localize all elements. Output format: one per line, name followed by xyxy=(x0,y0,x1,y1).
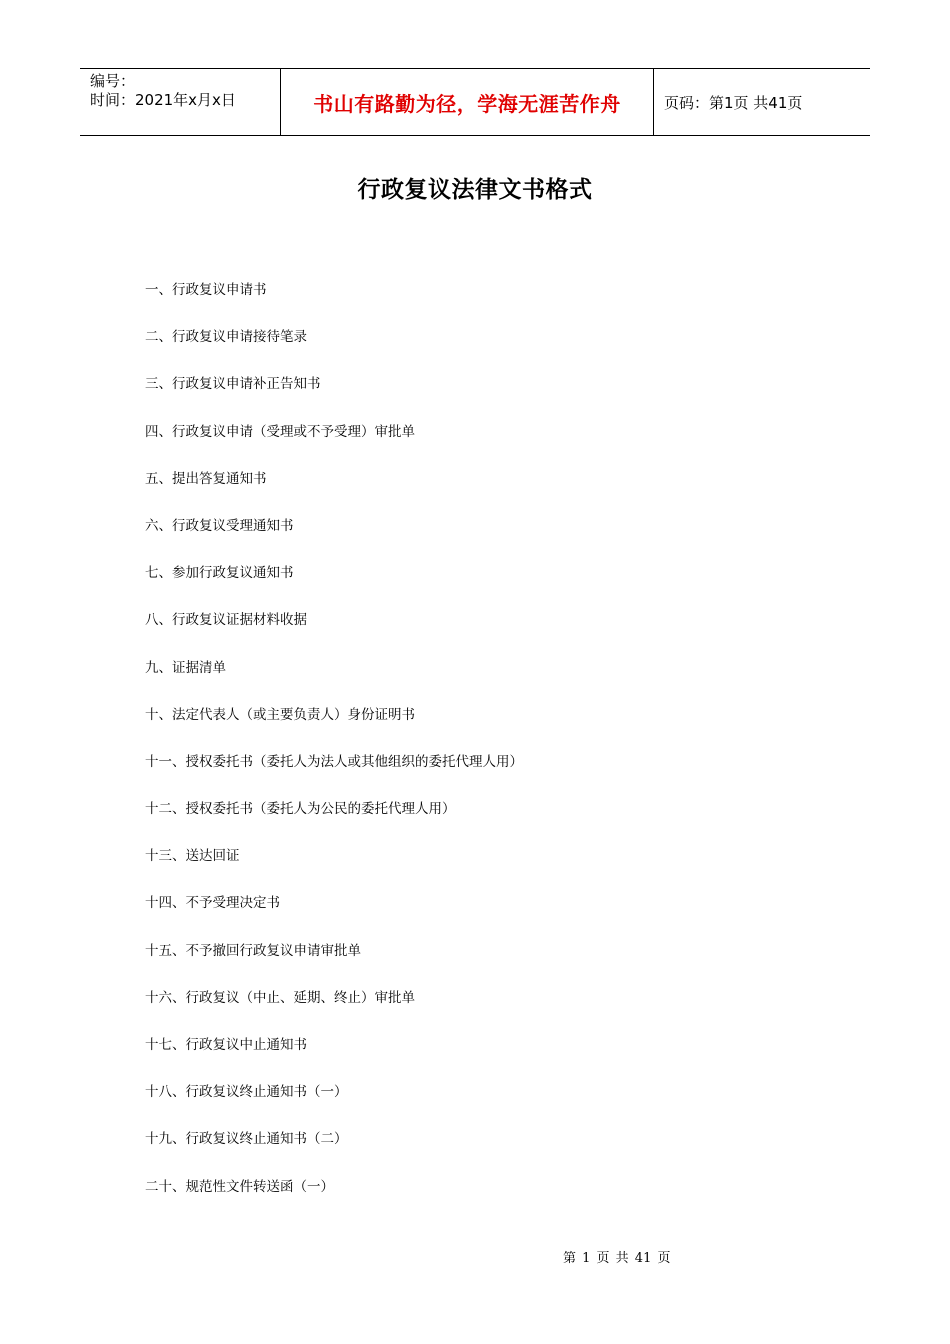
header-motto-cell xyxy=(281,69,654,135)
toc-item: 十六、行政复议（中止、延期、终止）审批单 xyxy=(145,989,415,1006)
toc-item: 十二、授权委托书（委托人为公民的委托代理人用） xyxy=(145,801,456,818)
toc-item: 十五、不予撤回行政复议申请审批单 xyxy=(145,942,361,959)
document-time-label: 时间：2021年x月x日 xyxy=(90,91,236,109)
toc-item: 三、行政复议申请补正告知书 xyxy=(145,376,321,393)
table-of-contents xyxy=(145,280,523,1224)
toc-item: 五、提出答复通知书 xyxy=(145,470,267,487)
toc-item: 十四、不予受理决定书 xyxy=(145,895,280,912)
document-title: 行政复议法律文书格式 xyxy=(357,177,593,203)
document-number-label: 编号： xyxy=(90,72,136,90)
toc-item: 六、行政复议受理通知书 xyxy=(145,517,294,534)
toc-item: 四、行政复议申请（受理或不予受理）审批单 xyxy=(145,423,415,440)
toc-item: 二、行政复议申请接待笔录 xyxy=(145,329,307,346)
toc-item: 二十、规范性文件转送函（一） xyxy=(145,1178,334,1195)
header-page-info: 页码：第1页 共41页 xyxy=(664,93,803,112)
toc-item: 七、参加行政复议通知书 xyxy=(145,565,294,582)
toc-item: 十一、授权委托书（委托人为法人或其他组织的委托代理人用） xyxy=(145,753,523,770)
header-page-info-cell xyxy=(654,69,870,135)
toc-item: 十九、行政复议终止通知书（二） xyxy=(145,1131,348,1148)
header-meta xyxy=(80,69,281,135)
toc-item: 九、证据清单 xyxy=(145,659,226,676)
toc-item: 十七、行政复议中止通知书 xyxy=(145,1037,307,1053)
page-header xyxy=(80,68,870,136)
toc-item: 八、行政复议证据材料收据 xyxy=(145,612,307,629)
toc-item: 十八、行政复议终止通知书（一） xyxy=(145,1084,348,1101)
page-footer: 第 1 页 共 41 页 xyxy=(563,1251,671,1266)
toc-item: 十三、送达回证 xyxy=(145,848,240,865)
toc-item: 十、法定代表人（或主要负责人）身份证明书 xyxy=(145,706,415,723)
header-motto: 书山有路勤为径，学海无涯苦作舟 xyxy=(313,91,621,116)
toc-item: 一、行政复议申请书 xyxy=(145,282,267,298)
